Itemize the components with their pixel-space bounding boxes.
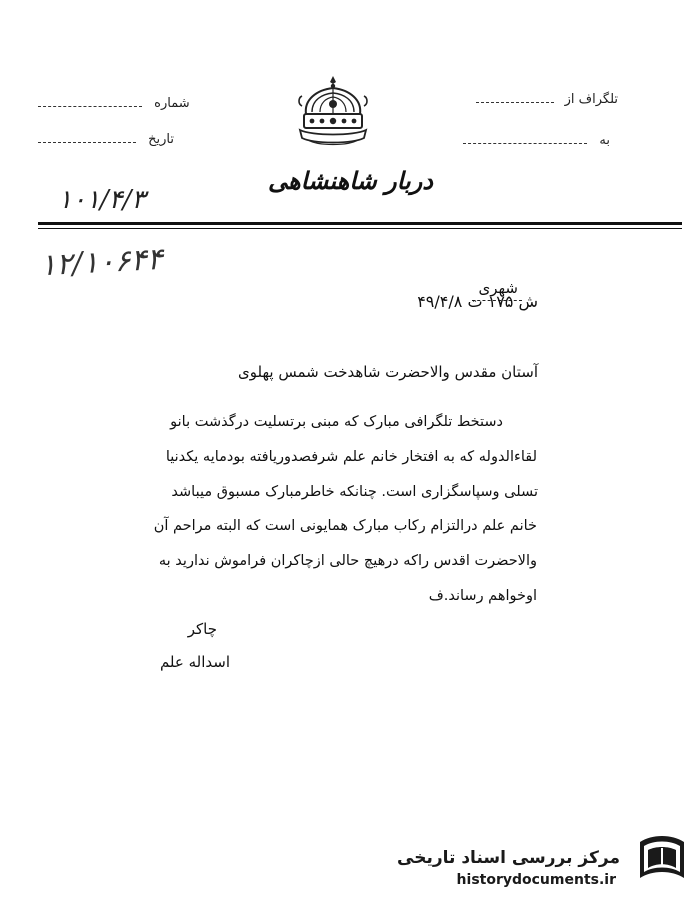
signature: اسداله علم [159, 653, 230, 671]
number-blank [38, 106, 142, 107]
telegraph-from-field [476, 92, 618, 107]
reference-line: ش ۱۷۵ ت ۴۹/۴/۸ [417, 292, 538, 311]
watermark-title: مرکز بررسی اسناد تاریخی [397, 848, 620, 868]
to-label: به [599, 133, 610, 148]
body-line-2: لقاءالدوله که به افتخار خانم علم شرفصدوریافته بودمایه یکدنیا [165, 449, 537, 465]
body-line-4: خانم علم درالتزام رکاب مبارک همایونی است که البته مراحم آن [153, 518, 537, 534]
date-field [38, 132, 174, 147]
to-field [463, 133, 610, 148]
telegraph-from-label: تلگراف از [564, 92, 618, 107]
body-line-1: دستخط تلگرافی مبارک که مبنی برتسلیت درگذشت بانو [170, 414, 503, 430]
body-line-3: تسلی وسپاسگزاری است. چنانکه خاطرمبارک مسبوق میباشد [171, 484, 538, 500]
imperial-crown-emblem [296, 74, 370, 154]
recipient-line: آستان مقدس والاحضرت شاهدخت شمس پهلوی [238, 363, 538, 381]
archive-logo-icon [632, 828, 692, 888]
number-field [38, 96, 190, 111]
org-name: دربار شاهنشاهی [268, 166, 433, 195]
header-rule-thin [38, 228, 682, 229]
to-blank [463, 143, 587, 144]
date-blank [38, 142, 136, 143]
closing: چاکر [187, 620, 217, 638]
handwritten-number: ۱۰۱/۴/۳ [58, 185, 146, 215]
handwritten-reference: ۱۲/۱۰۶۴۴ [39, 241, 164, 284]
body-line-6: اوخواهم رساند.ف [428, 588, 537, 604]
number-label: شماره [154, 96, 190, 111]
header-rule-thick [38, 222, 682, 225]
city-label: شهری [478, 279, 518, 297]
watermark-url: historydocuments.ir [456, 872, 616, 888]
date-label: تاریخ [148, 132, 175, 147]
telegraph-from-blank [476, 102, 554, 103]
body-line-5: والاحضرت اقدس راکه درهیچ حالی ازچاکران فراموش ندارید به [158, 553, 537, 569]
